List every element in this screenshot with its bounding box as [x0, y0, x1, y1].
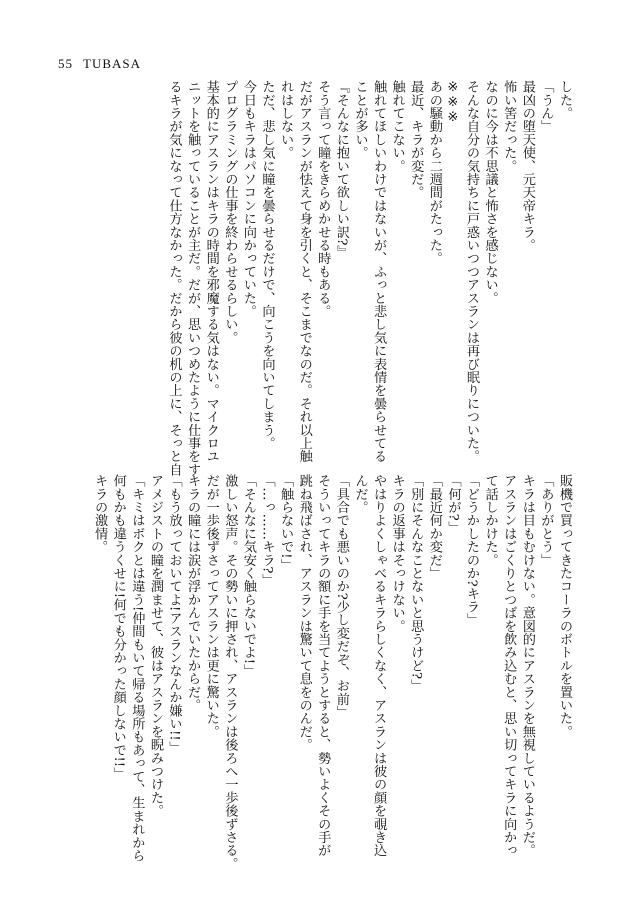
text-line: だがアスランが怯えて身を引くと、そこまでなのだ。それ以上触 [296, 80, 312, 463]
text-line: 「…っ……キラ?」 [259, 474, 275, 587]
text-line: なのに今は不思議と怖さを感じない。 [482, 80, 498, 305]
text-line: れはしない。 [278, 80, 294, 160]
text-line: 跳ね飛ばされ、アスランは驚いて息をのんだ。 [296, 474, 312, 752]
text-line: んだ。 [352, 474, 368, 514]
text-line: 「キミはボクとは違う!仲間もいて帰る場所もあって、生まれから [129, 474, 145, 863]
text-line: 怖い筈だった。 [501, 80, 517, 173]
text-line: 「最近何か変だ」 [426, 474, 442, 580]
text-line: 最凶の堕天使、元天帝キラ。 [519, 80, 535, 252]
text-line: やはりよくしゃべるキラらしくなく、アスランは彼の顔を覗き込 [371, 474, 387, 857]
book-title: TUBASA [83, 56, 142, 71]
text-line: プログラミングの仕事を終わらせるらしい。 [222, 80, 238, 344]
text-line: した。 [557, 80, 572, 120]
text-line: ことが多い。 [352, 80, 368, 160]
text-line: キラの瞳には涙が浮かんでいたからだ。 [185, 474, 201, 712]
text-line: 基本的にアスランはキラの時間を邪魔する気はない。マイクロユ [203, 80, 219, 463]
text-line: ニットを触っていることが主だ。だが、思いつめたように仕事をす [185, 80, 201, 476]
page-header [58, 56, 151, 72]
text-line: 最近、キラが変だ。 [408, 80, 424, 199]
text-line: だが一歩後ずさってアスランは更に驚いた。 [203, 474, 219, 738]
text-line: 「もう放っておいてよ!アスランなんか嫌い!!」 [166, 474, 182, 754]
text-line: 「ありがとう」 [538, 474, 554, 567]
page-number: 55 [58, 56, 73, 71]
text-line: 激しい怒声。その勢いに押され、アスランは後ろへ一歩後ずさる。 [222, 474, 238, 870]
text-line: 「どうかしたのか?キラ」 [464, 474, 480, 627]
text-line: アメジストの瞳を潤ませて、彼はアスランを睨みつけた。 [147, 474, 163, 818]
text-line: 触れてこない。 [389, 80, 405, 173]
text-line: 「触らないで!」 [278, 474, 294, 572]
text-line: アスランはごくりとつばを飲み込むと、思い切ってキラに向かっ [501, 474, 517, 857]
text-line: そう言って瞳をきらめかせる時もある。 [315, 80, 331, 318]
text-line: 今日もキラはパソコンに向かっていた。 [240, 80, 256, 318]
text-line: あの騒動から二週間がたった。 [426, 80, 442, 265]
text-line: キラは目もむけない。意図的にアスランを無視しているようだ。 [519, 474, 535, 857]
text-line: キラの返事はそっけない。 [389, 474, 405, 633]
text-line: 「別にそんなことないと思うけど?」 [408, 474, 424, 693]
text-line: 「うん」 [538, 80, 554, 133]
text-line: るキラが気になって仕方なかった。だから彼の机の上に、そっと自 [166, 80, 182, 476]
text-column-bottom [92, 474, 573, 870]
text-column-top [53, 80, 573, 476]
text-line: 「そんなに気安く触らないでよ!」 [240, 474, 256, 678]
text-line: 「何が?」 [445, 474, 461, 534]
text-line: そんな自分の気持ちに戸惑いつつアスランは再び眠りについた。 [464, 80, 480, 463]
text-line: 『そんなに抱いて欲しい訳?』 [333, 80, 349, 259]
text-line: ※※※ [445, 80, 461, 125]
text-line: そういってキラの額に手を当てようとすると、勢いよくその手が [315, 474, 331, 857]
text-line: 「具合でも悪いのか?少し変だぞ、お前」 [333, 474, 349, 719]
text-line: ただ、悲し気に瞳を曇らせるだけで、向こうを向いてしまう。 [259, 80, 275, 450]
text-line: て話しかけた。 [482, 474, 498, 567]
text-line: キラの激情。 [92, 474, 108, 554]
text-line: 何もかも違うくせに!何でも分かった顔しないで!!」 [110, 474, 126, 781]
text-line: 販機で買ってきたコーラのボトルを置いた。 [557, 474, 572, 738]
text-line: 触れてほしいわけではないが、ふっと悲し気に表情を曇らせてる [371, 80, 387, 463]
